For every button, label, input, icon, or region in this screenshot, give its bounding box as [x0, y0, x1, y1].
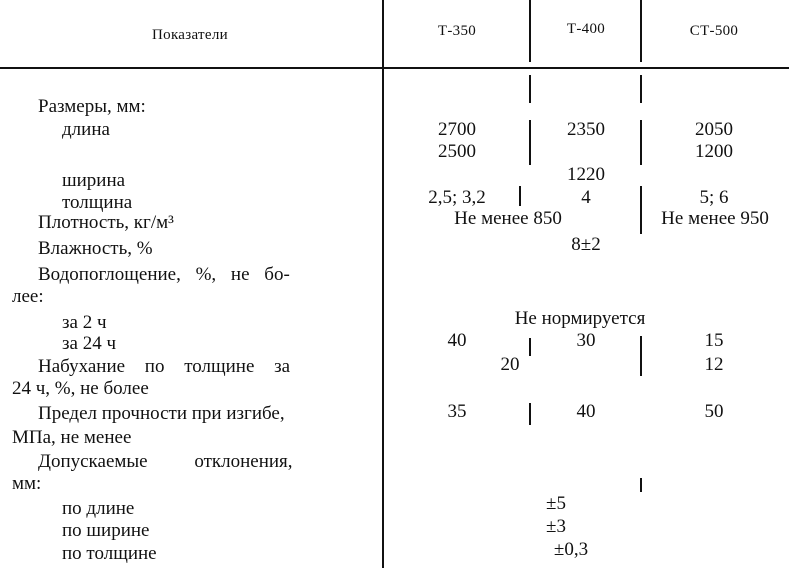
value-wa-24h-t350: 40	[447, 330, 467, 351]
value-length-t400: 2350	[567, 119, 605, 140]
label-swelling-line2: 24 ч, %, не более	[12, 378, 149, 399]
value-width: 1220	[567, 164, 605, 185]
column-divider-t350-header	[529, 0, 531, 62]
value-wa-24h-t400: 30	[576, 330, 596, 351]
label-density: Плотность, кг/м³	[38, 212, 174, 233]
label-strength-line2: МПа, не менее	[12, 427, 132, 448]
column-divider-thickness-a	[519, 186, 521, 206]
label-water-absorption-line2: лее:	[12, 286, 44, 307]
label-deviations-line2: мм:	[12, 473, 42, 494]
column-divider-deviations	[640, 478, 642, 492]
label-strength-line1: Предел прочности при изгибе,	[38, 403, 285, 424]
column-divider-t400-header	[640, 0, 642, 62]
column-divider-t350-length	[529, 120, 531, 165]
value-thickness-t350: 2,5; 3,2	[428, 187, 486, 208]
label-deviations-line1: Допускаемые отклонения,	[38, 451, 293, 472]
label-swelling-line1: Набухание по толщине за	[38, 356, 291, 377]
column-divider-t400-top	[640, 75, 642, 103]
label-moisture: Влажность, %	[38, 238, 153, 259]
label-dev-thickness: по толщине	[62, 543, 157, 564]
label-dev-length: по длине	[62, 498, 135, 519]
label-width: ширина	[62, 170, 126, 191]
label-length: длина	[62, 119, 110, 140]
column-divider-thickness-b	[640, 186, 642, 234]
value-strength-t400: 40	[576, 401, 596, 422]
value-density-t: Не менее 850	[454, 208, 562, 229]
value-wa-2h: Не нормируется	[514, 308, 646, 329]
header-indicators: Показатели	[152, 27, 228, 43]
value-length-t350-2: 2500	[438, 141, 476, 162]
value-dev-length: ±5	[546, 493, 566, 514]
value-swelling-st500: 12	[704, 354, 724, 375]
value-length-st500-2: 1200	[695, 141, 733, 162]
value-moisture: 8±2	[571, 234, 601, 255]
value-thickness-st500: 5; 6	[699, 187, 729, 208]
label-wa-24h: за 24 ч	[62, 333, 116, 354]
column-divider-wa24-a	[529, 338, 531, 356]
value-thickness-t400: 4	[581, 187, 591, 208]
label-water-absorption-line1: Водопоглощение, %, не бо-	[38, 264, 290, 285]
column-divider-t400-length	[640, 120, 642, 165]
value-strength-st500: 50	[704, 401, 724, 422]
label-wa-2h: за 2 ч	[62, 312, 107, 333]
value-strength-t350: 35	[447, 401, 467, 422]
header-separator	[0, 67, 789, 69]
column-divider-indicators	[382, 0, 384, 568]
label-dev-width: по ширине	[62, 520, 150, 541]
value-length-st500-1: 2050	[695, 119, 733, 140]
value-dev-width: ±3	[546, 516, 566, 537]
column-divider-wa24-b	[640, 336, 642, 376]
column-divider-strength	[529, 403, 531, 425]
label-water-absorption	[38, 265, 363, 284]
value-dev-thickness: ±0,3	[553, 539, 589, 560]
value-length-t350-1: 2700	[438, 119, 476, 140]
label-sizes: Размеры, мм:	[38, 96, 146, 117]
header-t400: Т-400	[566, 21, 606, 37]
column-divider-t350-top	[529, 75, 531, 103]
value-swelling-t: 20	[500, 354, 520, 375]
header-st500: СТ-500	[689, 23, 739, 39]
header-t350: Т-350	[437, 23, 477, 39]
label-thickness: толщина	[62, 192, 133, 213]
value-density-st: Не менее 950	[661, 208, 769, 229]
value-wa-24h-st500: 15	[704, 330, 724, 351]
